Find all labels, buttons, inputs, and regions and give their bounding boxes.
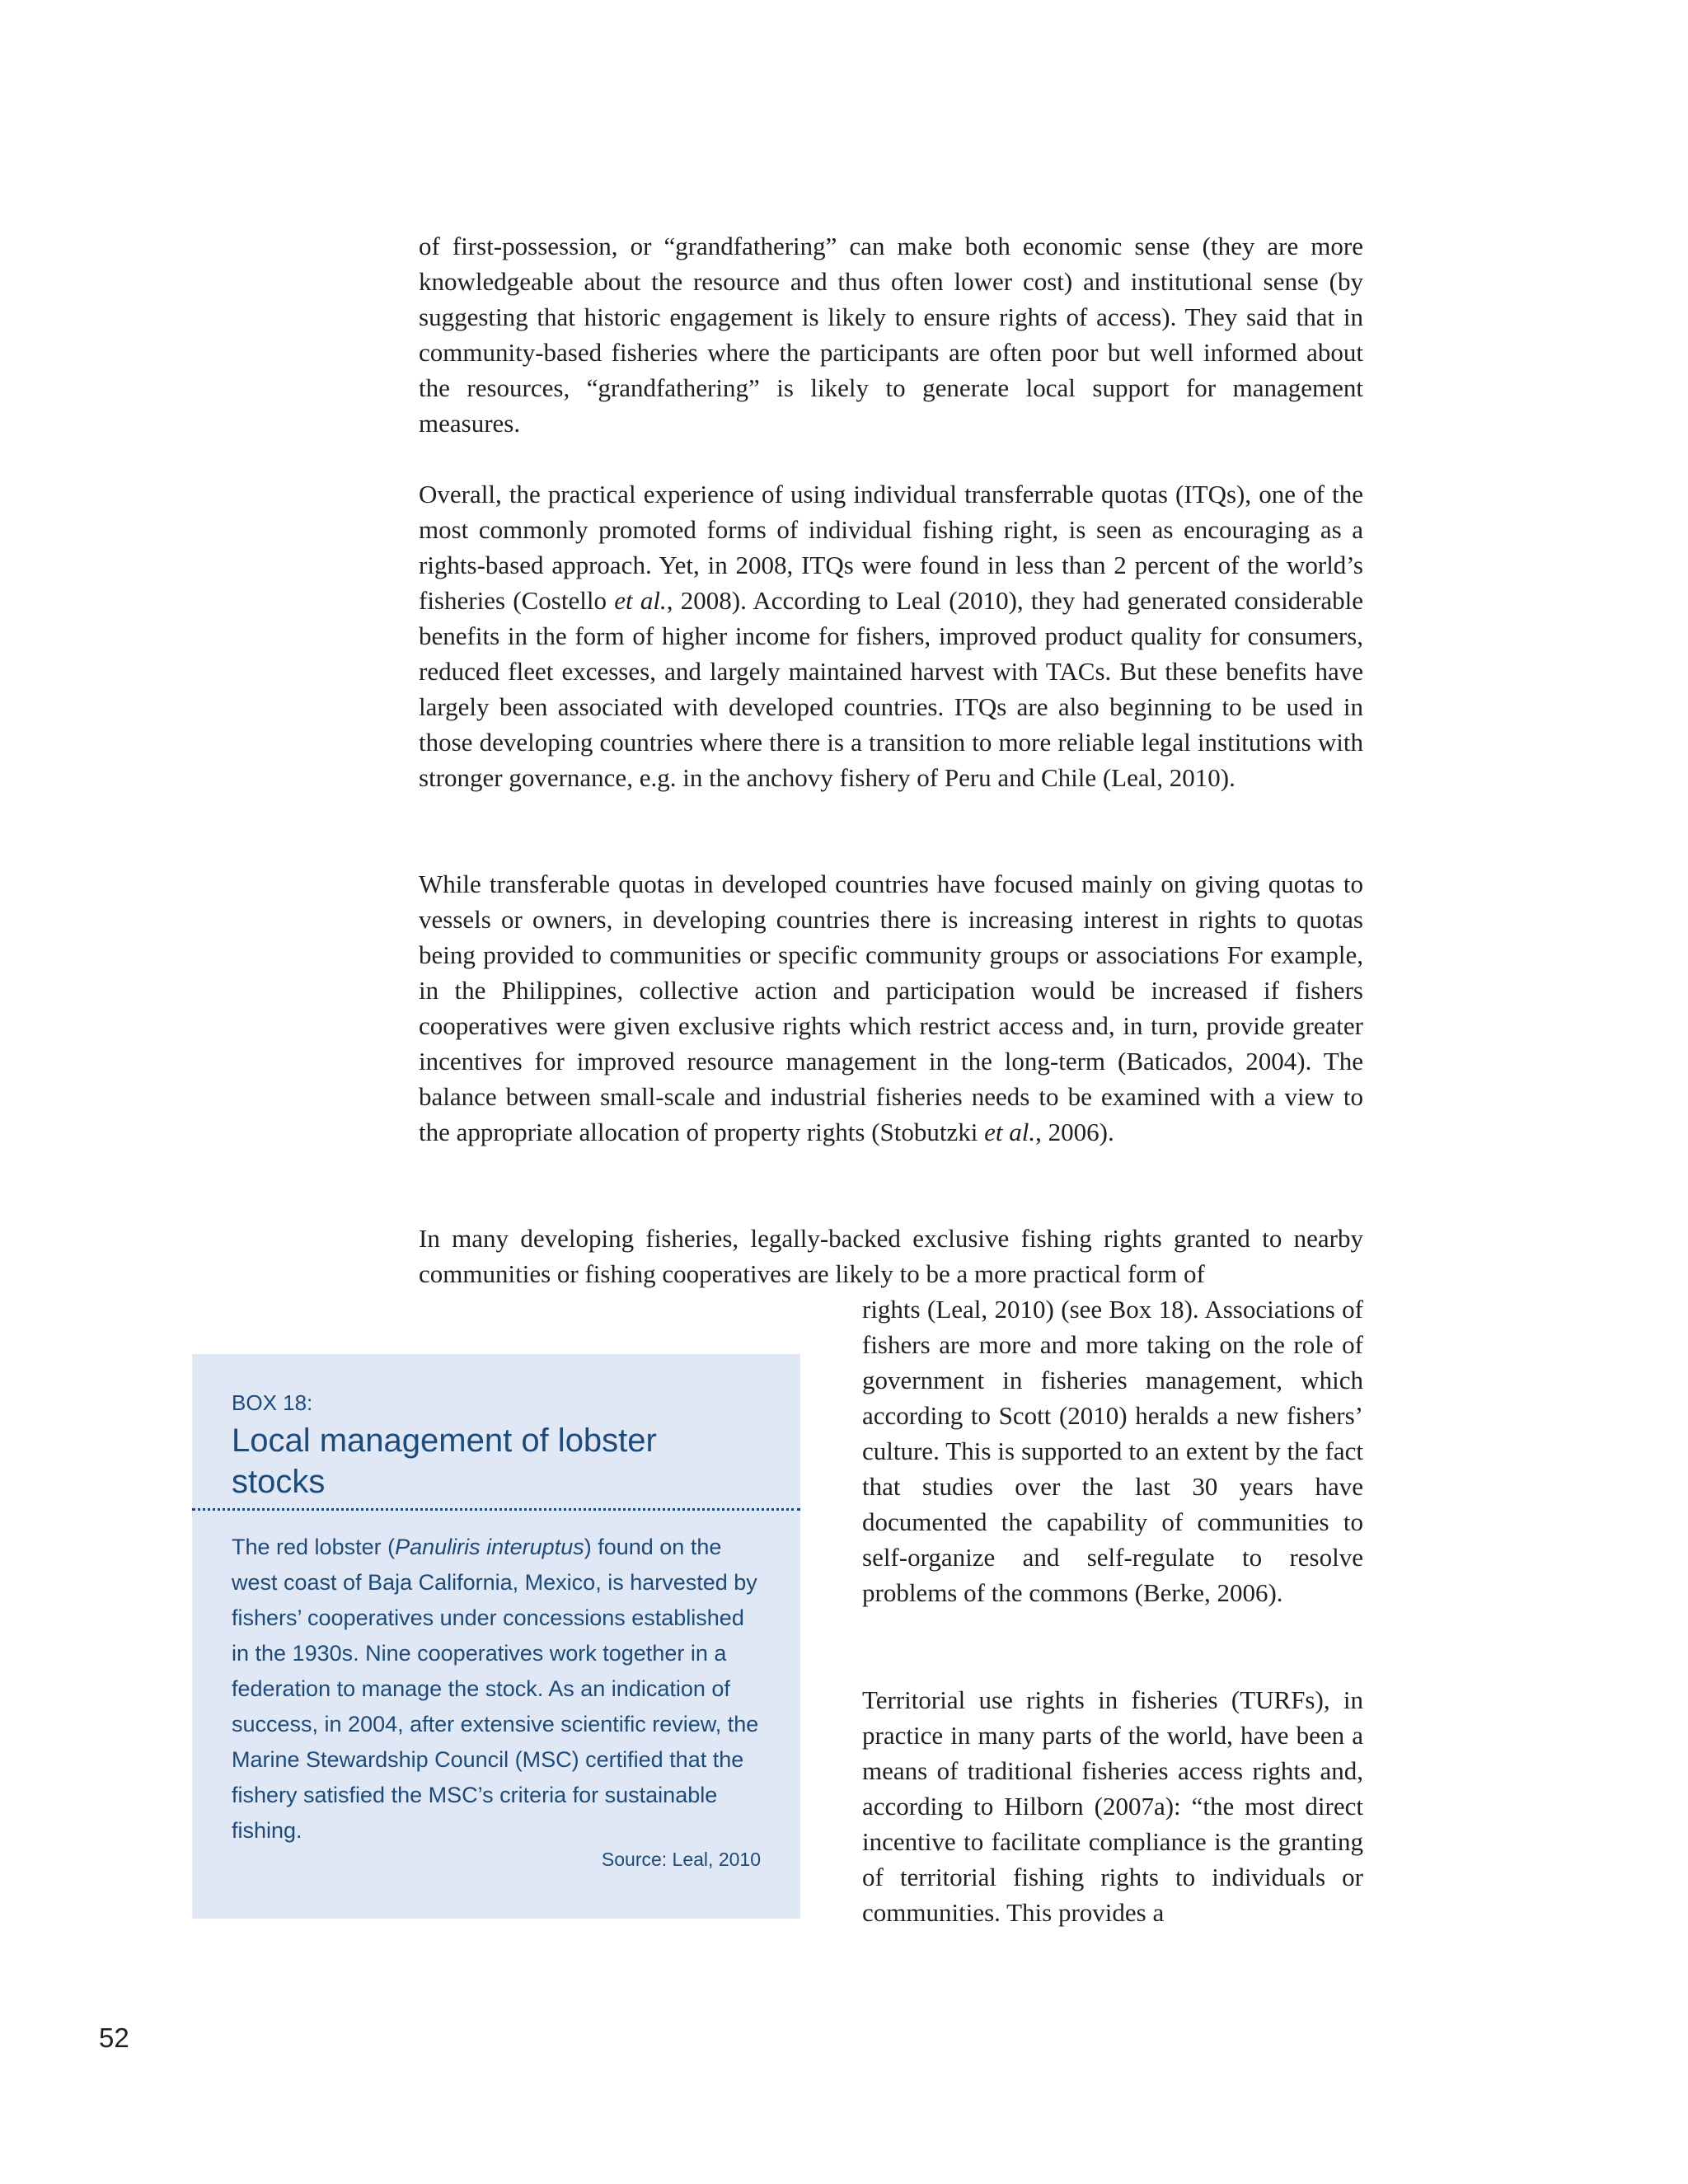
- paragraph-quotas-text-a: While transferable quotas in developed countries have focused mainly on giving quotas to vessels or owners, in developing countries there is increasing interest in rights to quotas being provided to communities or specific community groups or associations For example, in the Philippines, collective action and participation would be increased if fishers cooperatives were given exclusive rights which restrict access and, in turn, provide greater incentives for improved resource management in the long-term (Baticados, 2004). The balance between small-scale and industrial fisheries needs to be examined with a view to the appropriate allocation of property rights (Stobutzki: [419, 869, 1363, 1146]
- paragraph-itqs-text-b: , 2008). According to Leal (2010), they had generated considerable benefits in the form of higher income for fishers, improved product quality for consumers, reduced fleet excesses, and largely maintained harvest with TACs. But these benefits have largely been associated with developed countries. ITQs are also beginning to be used in those developing countries where there is a transition to more reliable legal institutions with stronger governance, e.g. in the anchovy fishery of Peru and Chile (Leal, 2010).: [419, 586, 1363, 792]
- paragraph-fishing-rights-continued: rights (Leal, 2010) (see Box 18). Associations of fishers are more and more taking on the role of government in fisheries management, which according to Scott (2010) heralds a new fishers’ culture. This is supported to an extent by the fact that studies over the last 30 years have documented the capability of communities to self-organize and self-regulate to resolve problems of the commons (Berke, 2006).: [862, 1295, 1363, 1607]
- page-number: 52: [99, 2022, 129, 2053]
- paragraph-turfs: Territorial use rights in fisheries (TURFs), in practice in many parts of the world, have been a means of traditional fisheries access rights and, according to Hilborn (2007a): “the most direct incentive to facilitate compliance is the granting of territorial fishing rights to individuals or communities. This provides a: [862, 1685, 1363, 1927]
- box-18-sidebar: [192, 1354, 800, 1919]
- paragraph-grandfathering: of first-possession, or “grandfathering” can make both economic sense (they are more knowledgeable about the resource and thus often lower cost) and institutional sense (by suggesting that historic engagement is likely to ensure rights of access). They said that in community-based fisheries where the participants are often poor but well informed about the resources, “grandfathering” is likely to generate local support for management measures.: [419, 232, 1363, 438]
- box-body: [232, 1530, 759, 1849]
- box-label: BOX 18:: [232, 1390, 313, 1415]
- box-body-text-b: ) found on the west coast of Baja California, Mexico, is harvested by fishers’ cooperatives under concessions established in the 1930s. Nine cooperatives work together in a federation to manage the stock. As an indication of success, in 2004, after extensive scientific review, the Marine Stewardship Council (MSC) certified that the fishery satisfied the MSC’s criteria for sustainable fishing.: [232, 1535, 759, 1843]
- paragraph-itqs: [419, 476, 1363, 795]
- paragraph-itqs-text-a: Overall, the practical experience of using individual transferrable quotas (ITQs), one of the most commonly promoted forms of individual fishing right, is seen as encouraging as a rights-based approach. Yet, in 2008, ITQs were found in less than 2 percent of the world’s fisheries (Costello: [419, 480, 1363, 615]
- paragraph-fishing-rights-start: In many developing fisheries, legally-backed exclusive fishing rights granted to nearby communities or fishing cooperatives are likely to be a more practical form of: [419, 1224, 1363, 1288]
- paragraph-quotas-text-b: , 2006).: [1035, 1118, 1114, 1146]
- paragraph-itqs-et-al: et al.: [614, 586, 667, 615]
- box-title: Local management of lobster stocks: [232, 1422, 657, 1500]
- box-dotted-divider: [192, 1508, 800, 1511]
- box-source: Source: Leal, 2010: [601, 1849, 761, 1870]
- paragraph-quotas-et-al: et al.: [984, 1118, 1036, 1146]
- box-body-species: Panuliris interuptus: [395, 1535, 584, 1559]
- box-body-text-a: The red lobster (: [232, 1535, 396, 1559]
- paragraph-transferable-quotas: [419, 866, 1363, 1150]
